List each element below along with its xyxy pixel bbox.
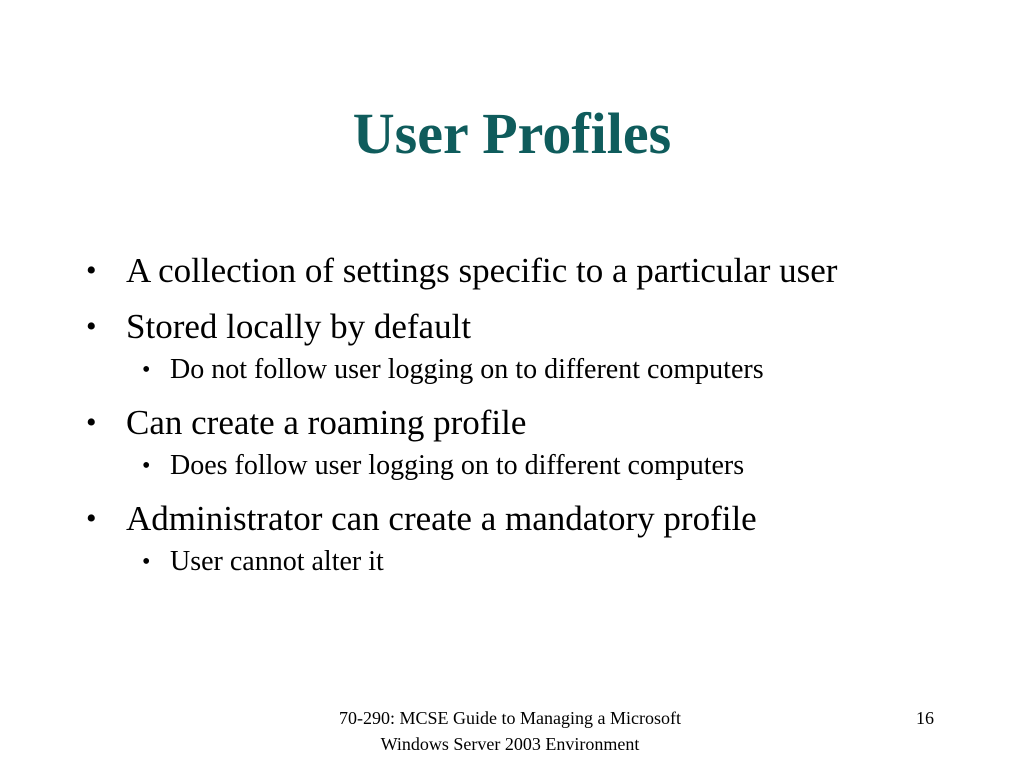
sub-bullet-dot-icon: • — [142, 549, 151, 575]
footer-line-2: Windows Server 2003 Environment — [380, 734, 640, 754]
bullet-dot-icon: • — [86, 502, 97, 535]
sub-bullet-item — [86, 540, 986, 584]
sub-bullet-dot-icon: • — [142, 357, 151, 383]
bullet-dot-icon: • — [86, 310, 97, 343]
sub-bullet-text: Do not follow user logging on to different computers — [170, 354, 764, 385]
sub-bullet-text: User cannot alter it — [170, 546, 384, 577]
bullet-dot-icon: • — [86, 254, 97, 287]
bullet-dot-icon: • — [86, 406, 97, 439]
bullet-text: Can create a roaming profile — [126, 403, 527, 442]
sub-bullet-dot-icon: • — [142, 453, 151, 479]
sub-bullet-item — [86, 444, 986, 488]
bullet-item — [86, 494, 986, 544]
bullet-text: Stored locally by default — [126, 307, 472, 346]
bullet-item — [86, 302, 986, 352]
slide-title: User Profiles — [352, 101, 672, 166]
bullet-item — [86, 398, 986, 448]
bullet-item — [86, 246, 986, 296]
bullet-text: A collection of settings specific to a particular user — [126, 251, 838, 290]
slide-footer — [300, 705, 720, 757]
footer-line-1: 70-290: MCSE Guide to Managing a Microsoft — [339, 708, 681, 728]
bullet-list — [86, 246, 986, 588]
page-number: 16 — [916, 708, 934, 728]
bullet-text: Administrator can create a mandatory profile — [126, 499, 757, 538]
sub-bullet-item — [86, 348, 986, 392]
sub-bullet-text: Does follow user logging on to different computers — [170, 450, 745, 481]
